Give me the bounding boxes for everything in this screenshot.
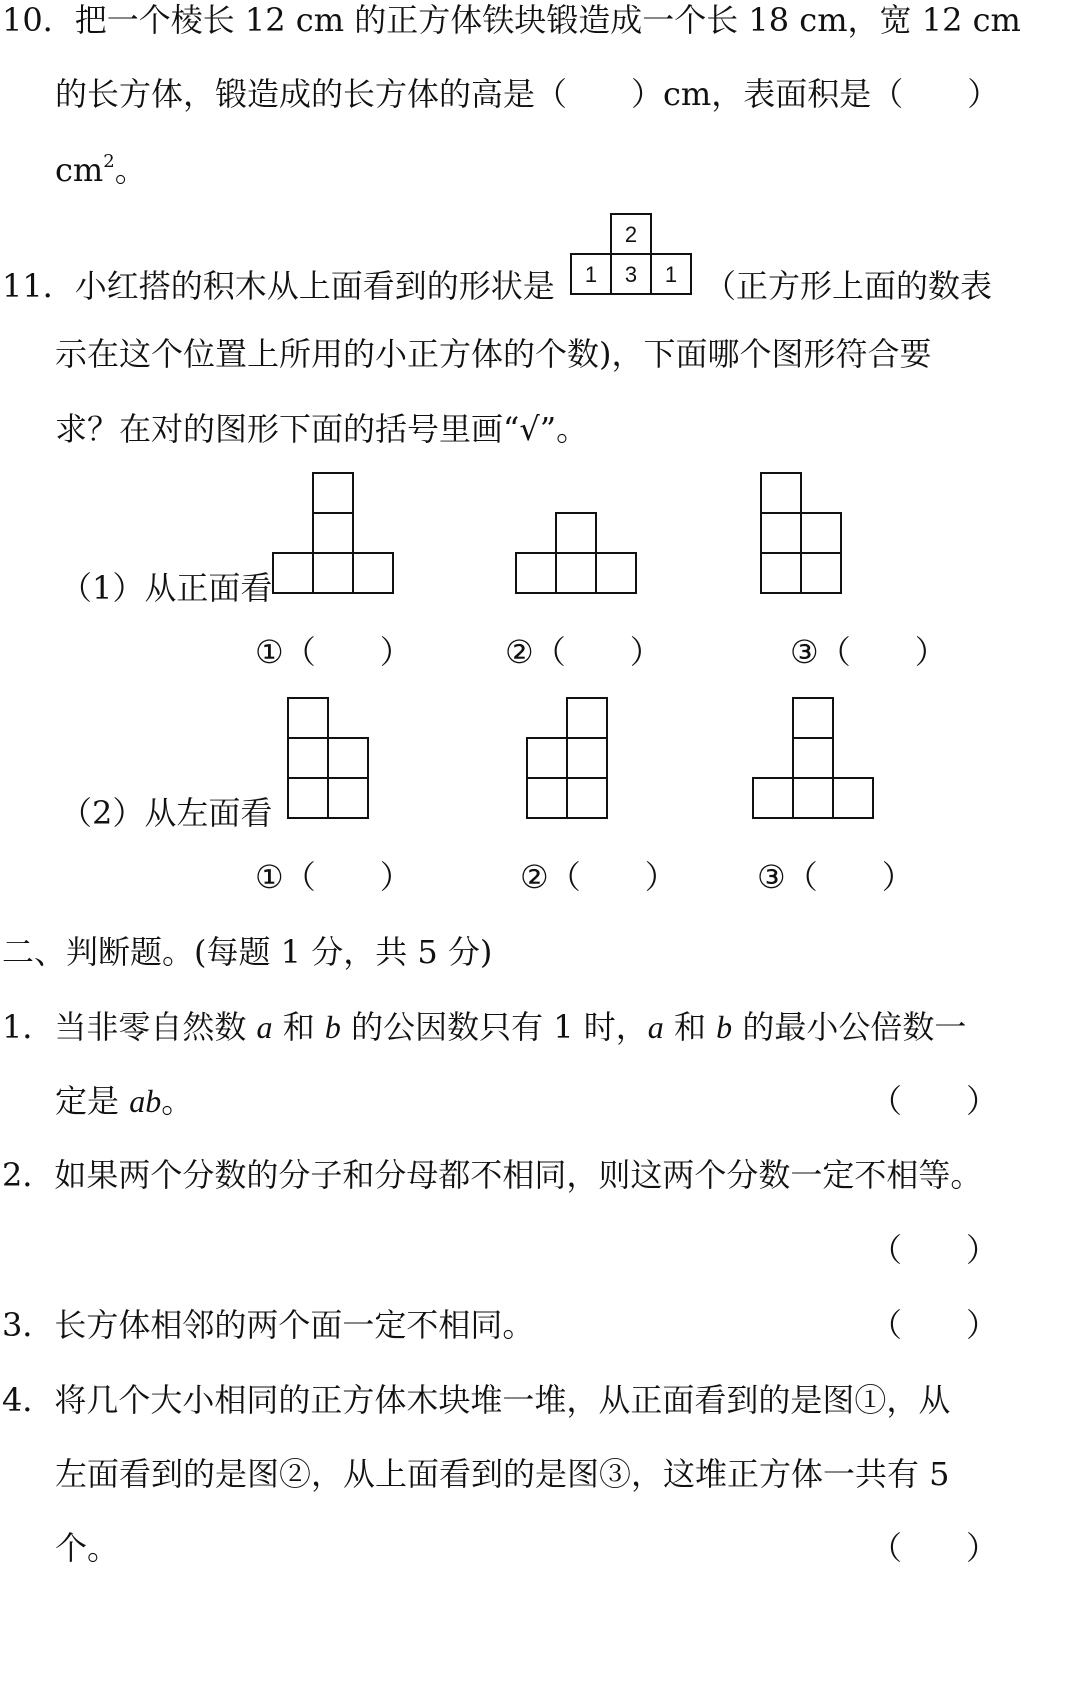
left-option-2-answer[interactable]: ②（ ） xyxy=(520,858,677,896)
q10-line2: 的长方体，锻造成的长方体的高是（ ）cm，表面积是（ ） xyxy=(55,75,1000,113)
judge-q1-text-a: 1．当非零自然数 xyxy=(2,1008,257,1046)
front-option-3-answer[interactable]: ③（ ） xyxy=(790,633,947,671)
judge-q1-text-b: 和 xyxy=(272,1008,325,1046)
judge-q1-text-f: 定是 xyxy=(55,1082,130,1120)
judge-q1-text-e: 的最小公倍数一 xyxy=(732,1008,967,1046)
left-option-1-figure xyxy=(285,695,375,825)
var-a: a xyxy=(647,1009,664,1045)
judge-q4-line2: 左面看到的是图②，从上面看到的是图③，这堆正方体一共有 5 xyxy=(55,1455,950,1493)
judge-q4-answer[interactable]: （ ） xyxy=(870,1529,999,1567)
judge-q3-line1: 3．长方体相邻的两个面一定不相同。 xyxy=(2,1306,535,1344)
var-b: b xyxy=(716,1009,733,1045)
q11-line3: 求？在对的图形下面的括号里画“√”。 xyxy=(55,410,589,448)
top-view-figure xyxy=(568,212,698,302)
judge-q1-text-c: 的公因数只有 1 时， xyxy=(340,1008,648,1046)
left-option-3-figure xyxy=(750,695,880,825)
period: 。 xyxy=(161,1082,194,1120)
judge-q2-line1: 2．如果两个分数的分子和分母都不相同，则这两个分数一定不相等。 xyxy=(2,1156,983,1194)
left-option-3-answer[interactable]: ③（ ） xyxy=(757,858,914,896)
q11-line1-b: （正方形上面的数表 xyxy=(704,267,993,305)
q11-line1-a: 11．小红搭的积木从上面看到的形状是 xyxy=(2,267,555,305)
judge-q1-line1 xyxy=(2,1007,966,1047)
var-a: a xyxy=(256,1009,273,1045)
left-option-2-figure xyxy=(524,695,614,825)
top-view-num-mid: 3 xyxy=(624,262,638,287)
left-option-1-answer[interactable]: ①（ ） xyxy=(255,858,412,896)
part2-label: （2）从左面看 xyxy=(60,794,273,832)
q10-line3 xyxy=(55,150,147,190)
var-ab: ab xyxy=(129,1083,162,1119)
var-b: b xyxy=(324,1009,341,1045)
judge-q3-answer[interactable]: （ ） xyxy=(870,1306,999,1344)
q10-line1: 10．把一个棱长 12 cm 的正方体铁块锻造成一个长 18 cm，宽 12 cm xyxy=(2,1,1021,39)
unit-squared: 2 xyxy=(103,151,115,172)
front-option-1-answer[interactable]: ①（ ） xyxy=(255,633,412,671)
judge-q1-text-d: 和 xyxy=(663,1008,717,1046)
judge-q1-answer[interactable]: （ ） xyxy=(870,1082,999,1120)
period: 。 xyxy=(114,151,147,189)
judge-q4-line1: 4．将几个大小相同的正方体木块堆一堆，从正面看到的是图①，从 xyxy=(2,1381,951,1419)
judge-q4-line3: 个。 xyxy=(55,1529,120,1567)
front-option-1-figure xyxy=(270,470,400,600)
part1-label: （1）从正面看 xyxy=(60,569,273,607)
judge-q1-line2 xyxy=(55,1081,193,1121)
front-option-2-answer[interactable]: ②（ ） xyxy=(505,633,662,671)
front-option-2-figure xyxy=(513,510,643,600)
top-view-num-top: 2 xyxy=(624,222,638,247)
q11-line2: 示在这个位置上所用的小正方体的个数)，下面哪个图形符合要 xyxy=(55,335,932,373)
front-option-3-figure xyxy=(758,470,848,600)
judge-q2-answer[interactable]: （ ） xyxy=(870,1231,999,1269)
unit-cm: cm xyxy=(55,151,104,189)
section2-title: 二、判断题。(每题 1 分，共 5 分) xyxy=(2,933,493,971)
top-view-num-left: 1 xyxy=(584,262,598,287)
top-view-num-right: 1 xyxy=(664,262,678,287)
